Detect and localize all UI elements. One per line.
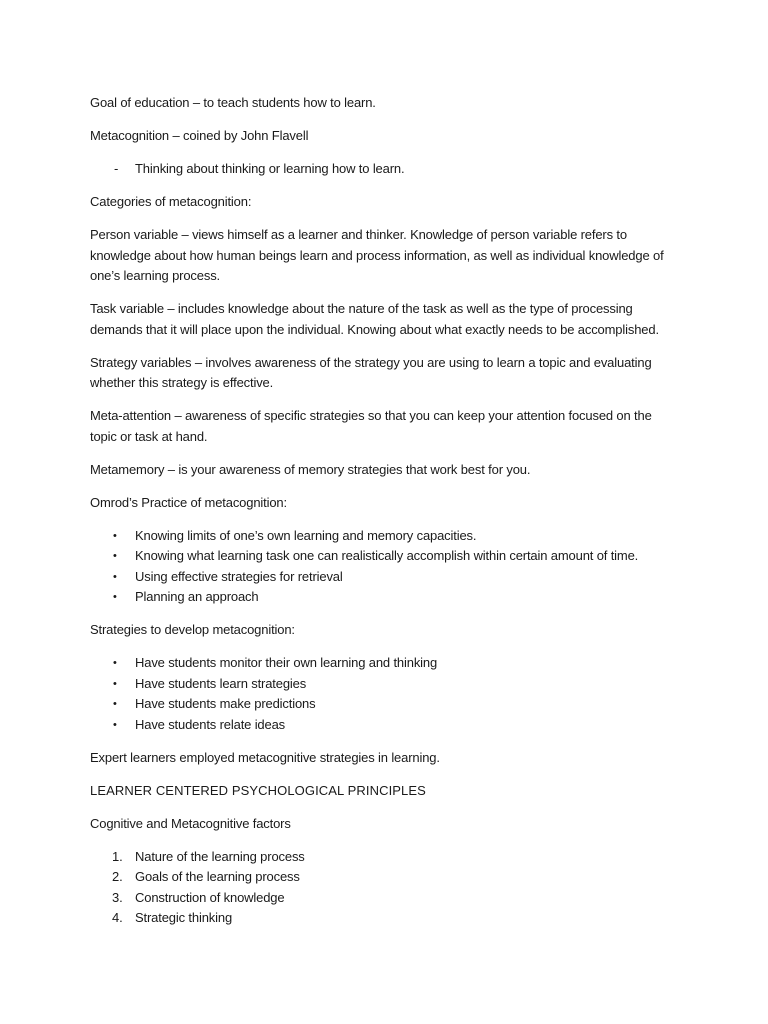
dash-marker: -: [114, 161, 119, 176]
list-item-text: Knowing what learning task one can realistically accomplish within certain amount of time.: [135, 548, 639, 563]
list-item-text: Have students make predictions: [135, 696, 316, 711]
bullet-marker: •: [113, 550, 117, 562]
list-item-text: Construction of knowledge: [135, 889, 285, 905]
bullet-marker: •: [113, 718, 117, 731]
list-item-text: Have students monitor their own learning and thinking: [135, 655, 438, 670]
document-page: [90, 93, 680, 941]
bullet-marker: •: [113, 698, 117, 710]
bullet-marker: •: [113, 591, 117, 603]
list-item: [90, 847, 680, 868]
task-variable-paragraph: Task variable – includes knowledge about the nature of the task as well as the type of processing demands that it will place upon the individual. Knowing about what exactly needs to be accomplished.: [90, 301, 659, 337]
list-item-text: Planning an approach: [135, 589, 259, 604]
omrod-heading: Omrod’s Practice of metacognition:: [90, 494, 287, 510]
number-marker: 2.: [112, 869, 123, 884]
list-item-text: Knowing limits of one’s own learning and memory capacities.: [135, 527, 477, 543]
list-item: [90, 546, 680, 567]
bullet-marker: •: [113, 529, 117, 542]
list-item-text: Using effective strategies for retrieval: [135, 568, 343, 584]
list-item: [90, 694, 680, 715]
metacognition-dash-list: [90, 159, 680, 180]
bullet-marker: •: [113, 570, 117, 583]
factors-heading: Cognitive and Metacognitive factors: [90, 815, 291, 831]
goal-paragraph: Goal of education – to teach students how to learn.: [90, 95, 376, 110]
list-item: [90, 715, 680, 736]
principles-heading: LEARNER CENTERED PSYCHOLOGICAL PRINCIPLES: [90, 782, 426, 798]
list-item: [90, 908, 680, 929]
person-variable-paragraph: Person variable – views himself as a learner and thinker. Knowledge of person variable refers to knowledge about how human beings learn and process information, as well as individual knowledge of one’s learning process.: [90, 227, 664, 283]
list-item-text: Nature of the learning process: [135, 848, 305, 864]
strategy-variables-paragraph: Strategy variables – involves awareness of the strategy you are using to learn a topic and evaluating whether this strategy is effective.: [90, 354, 652, 390]
list-item: [90, 159, 680, 180]
metamemory-paragraph: Metamemory – is your awareness of memory strategies that work best for you.: [90, 461, 531, 477]
list-item-text: Have students relate ideas: [135, 716, 286, 732]
list-item-text: Have students learn strategies: [135, 675, 307, 691]
number-marker: 4.: [112, 910, 123, 925]
list-item: [90, 867, 680, 888]
list-item: [90, 526, 680, 547]
list-item: [90, 674, 680, 695]
bullet-marker: •: [113, 657, 117, 669]
metacognition-paragraph: Metacognition – coined by John Flavell: [90, 128, 309, 143]
omrod-bullet-list: [90, 526, 680, 608]
list-item: [90, 587, 680, 608]
strategies-bullet-list: [90, 653, 680, 735]
list-item-text: Goals of the learning process: [135, 869, 300, 884]
factors-numbered-list: [90, 847, 680, 929]
list-item-text: Strategic thinking: [135, 910, 233, 925]
number-marker: 1.: [112, 848, 123, 864]
meta-attention-paragraph: Meta-attention – awareness of specific strategies so that you can keep your attention focused on the topic or task at hand.: [90, 408, 652, 444]
strategies-heading: Strategies to develop metacognition:: [90, 622, 295, 637]
number-marker: 3.: [112, 889, 123, 905]
list-item: [90, 567, 680, 588]
categories-heading: Categories of metacognition:: [90, 194, 252, 209]
bullet-marker: •: [113, 677, 117, 690]
list-item: [90, 888, 680, 909]
list-item: [90, 653, 680, 674]
list-item-text: Thinking about thinking or learning how to learn.: [135, 161, 405, 176]
expert-paragraph: Expert learners employed metacognitive strategies in learning.: [90, 749, 440, 765]
